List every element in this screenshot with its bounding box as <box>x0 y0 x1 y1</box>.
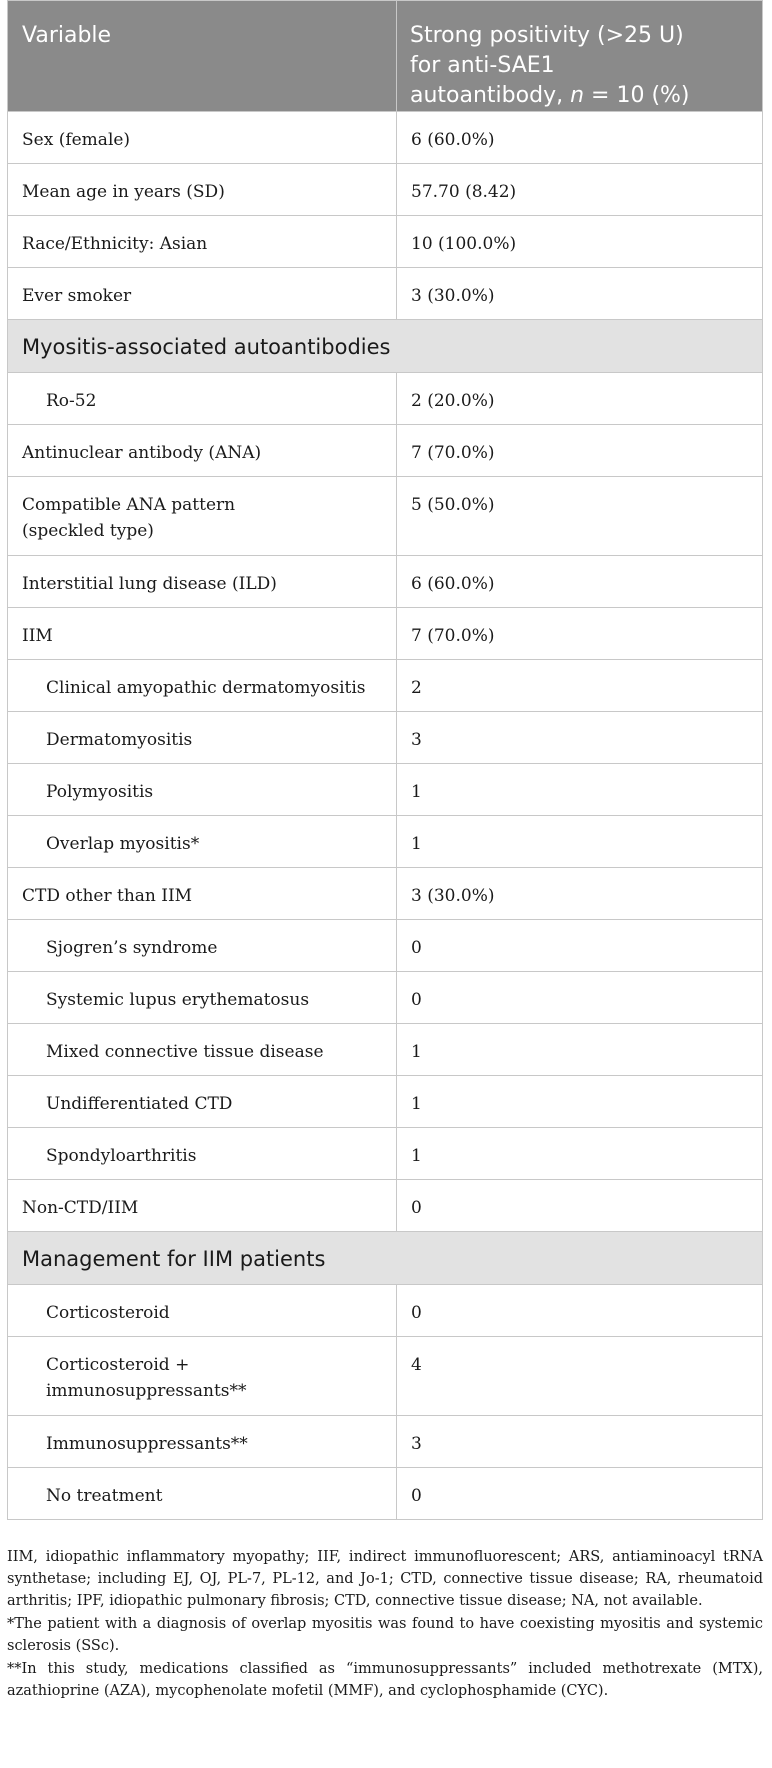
header-line3-post: = 10 (%) <box>584 83 690 108</box>
row-label: IIM <box>8 608 397 660</box>
table-row <box>8 816 763 868</box>
row-label: Systemic lupus erythematosus <box>8 972 397 1024</box>
row-value: 2 <box>397 660 763 712</box>
table-row <box>8 556 763 608</box>
row-label-line1: Compatible ANA pattern <box>22 495 236 515</box>
row-label-line2: (speckled type) <box>22 521 154 541</box>
table-row <box>8 972 763 1024</box>
row-value: 3 <box>397 712 763 764</box>
row-value: 0 <box>397 1468 763 1520</box>
table-footnotes <box>7 1546 763 1703</box>
row-label: Clinical amyopathic dermatomyositis <box>8 660 397 712</box>
row-label: No treatment <box>8 1468 397 1520</box>
row-value: 1 <box>397 1024 763 1076</box>
table-row <box>8 1024 763 1076</box>
row-label-line1: Corticosteroid + <box>46 1355 190 1375</box>
table-row <box>8 1468 763 1520</box>
row-label: Corticosteroid <box>8 1285 397 1337</box>
footnote-overlap-myositis: *The patient with a diagnosis of overlap myositis was found to have coexisting myositis and systemic sclerosis (SSc). <box>7 1616 763 1654</box>
row-label: Undifferentiated CTD <box>8 1076 397 1128</box>
row-value: 3 (30.0%) <box>397 868 763 920</box>
table-row <box>8 216 763 268</box>
results-table-container <box>7 0 762 1520</box>
table-row <box>8 868 763 920</box>
section-title: Myositis-associated autoantibodies <box>8 320 763 373</box>
row-label: Mixed connective tissue disease <box>8 1024 397 1076</box>
header-line3-pre: autoantibody, <box>410 83 571 108</box>
table-row <box>8 1337 763 1416</box>
row-label: Non-CTD/IIM <box>8 1180 397 1232</box>
row-label: CTD other than IIM <box>8 868 397 920</box>
row-label: Ever smoker <box>8 268 397 320</box>
row-value: 2 (20.0%) <box>397 373 763 425</box>
section-row-autoantibodies <box>8 320 763 373</box>
row-label: Overlap myositis* <box>8 816 397 868</box>
row-label: Sex (female) <box>8 112 397 164</box>
row-label: Interstitial lung disease (ILD) <box>8 556 397 608</box>
row-value: 4 <box>397 1337 763 1416</box>
table-row <box>8 1285 763 1337</box>
row-label: Spondyloarthritis <box>8 1128 397 1180</box>
row-label: Antinuclear antibody (ANA) <box>8 425 397 477</box>
footnote-abbreviations: IIM, idiopathic inflammatory myopathy; IIF, indirect immunofluorescent; ARS, antiaminoacyl tRNA synthetase; including EJ, OJ, PL-7, PL-12, and Jo-1; CTD, connective tissue disease; RA, rheumatoid arthritis; IPF, idiopathic pulmonary fibrosis; CTD, connective tissue disease; NA, not available. <box>7 1549 763 1609</box>
row-value: 7 (70.0%) <box>397 608 763 660</box>
row-value: 10 (100.0%) <box>397 216 763 268</box>
row-value: 1 <box>397 764 763 816</box>
row-label: Ro-52 <box>8 373 397 425</box>
header-strong-positivity <box>397 1 763 112</box>
results-table <box>7 0 763 1520</box>
row-label <box>8 1337 397 1416</box>
table-row <box>8 660 763 712</box>
row-label: Dermatomyositis <box>8 712 397 764</box>
row-label: Mean age in years (SD) <box>8 164 397 216</box>
row-value: 1 <box>397 1128 763 1180</box>
row-value: 5 (50.0%) <box>397 477 763 556</box>
table-row <box>8 1128 763 1180</box>
table-row <box>8 373 763 425</box>
row-value: 0 <box>397 920 763 972</box>
row-value: 6 (60.0%) <box>397 112 763 164</box>
header-n: n <box>570 83 585 108</box>
row-value: 0 <box>397 1285 763 1337</box>
table-row <box>8 712 763 764</box>
row-value: 0 <box>397 972 763 1024</box>
row-value: 1 <box>397 1076 763 1128</box>
section-title: Management for IIM patients <box>8 1232 763 1285</box>
table-row <box>8 164 763 216</box>
row-value: 0 <box>397 1180 763 1232</box>
header-line1: Strong positivity (>25 U) <box>410 23 684 48</box>
row-label: Race/Ethnicity: Asian <box>8 216 397 268</box>
table-row <box>8 608 763 660</box>
row-value: 3 (30.0%) <box>397 268 763 320</box>
table-row <box>8 1180 763 1232</box>
row-value: 3 <box>397 1416 763 1468</box>
row-value: 57.70 (8.42) <box>397 164 763 216</box>
row-label: Immunosuppressants** <box>8 1416 397 1468</box>
header-variable: Variable <box>8 1 397 112</box>
table-row <box>8 112 763 164</box>
row-value: 1 <box>397 816 763 868</box>
row-label-line2: immunosuppressants** <box>46 1381 247 1401</box>
table-row <box>8 268 763 320</box>
row-label: Polymyositis <box>8 764 397 816</box>
table-header-row <box>8 1 763 112</box>
table-row <box>8 477 763 556</box>
row-label: Sjogren’s syndrome <box>8 920 397 972</box>
table-row <box>8 1076 763 1128</box>
table-row <box>8 920 763 972</box>
row-label <box>8 477 397 556</box>
table-row <box>8 1416 763 1468</box>
table-row <box>8 425 763 477</box>
section-row-management <box>8 1232 763 1285</box>
table-row <box>8 764 763 816</box>
row-value: 7 (70.0%) <box>397 425 763 477</box>
row-value: 6 (60.0%) <box>397 556 763 608</box>
footnote-immunosuppressants: **In this study, medications classified as “immunosuppressants” included methotrexate (MTX), azathioprine (AZA), mycophenolate mofetil (MMF), and cyclophosphamide (CYC). <box>7 1661 763 1699</box>
header-line2: for anti-SAE1 <box>410 53 555 78</box>
